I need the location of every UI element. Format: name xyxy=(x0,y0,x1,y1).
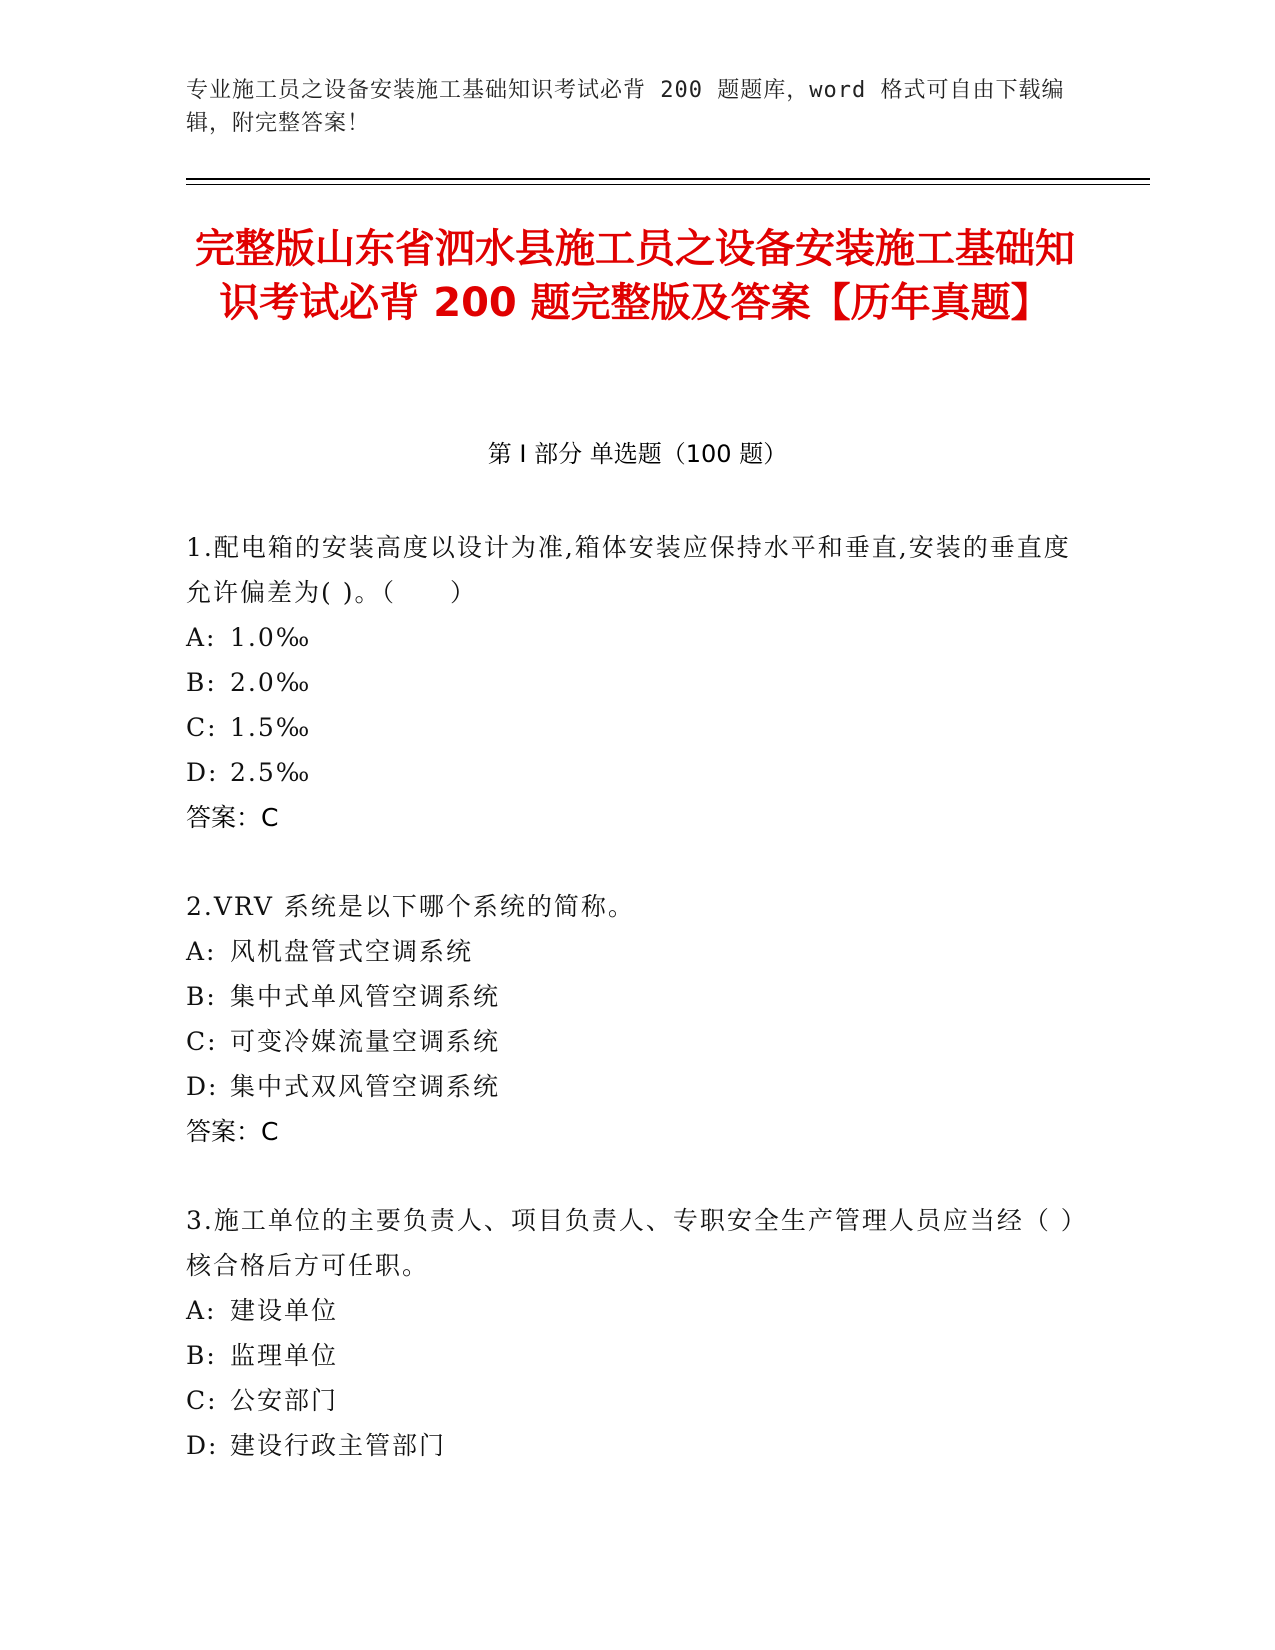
option-text: 风机盘管式空调系统 xyxy=(230,937,474,966)
option-text: 建设行政主管部门 xyxy=(230,1431,447,1460)
section-heading: 第 I 部分 单选题（100 题） xyxy=(487,440,788,468)
option-text: 1.0‰ xyxy=(230,623,312,652)
option-label: D: xyxy=(186,758,219,787)
option-text: 集中式单风管空调系统 xyxy=(230,982,501,1011)
option-c xyxy=(186,705,1086,750)
header-divider-thin xyxy=(186,184,1150,185)
option-text: 1.5‰ xyxy=(230,713,312,742)
header-divider-thick xyxy=(186,178,1150,180)
option-d xyxy=(186,1423,1086,1468)
question-2 xyxy=(186,884,1086,1154)
option-label: D: xyxy=(186,1431,219,1460)
option-a xyxy=(186,929,1086,974)
option-c xyxy=(186,1019,1086,1064)
document-title: 完整版山东省泗水县施工员之设备安装施工基础知识考试必背 200 题完整版及答案【历年真题】 xyxy=(195,226,1075,326)
option-text: 2.0‰ xyxy=(230,668,312,697)
option-label: C: xyxy=(186,713,218,742)
option-text: 建设单位 xyxy=(230,1296,339,1325)
option-text: 公安部门 xyxy=(230,1386,339,1415)
question-stem: 1.配电箱的安装高度以设计为准,箱体安装应保持水平和垂直,安装的垂直度允许偏差为( )。（ ） xyxy=(186,533,1071,607)
option-label: A: xyxy=(186,1296,217,1325)
option-label: B: xyxy=(186,982,217,1011)
option-label: C: xyxy=(186,1386,218,1415)
option-label: A: xyxy=(186,623,217,652)
question-stem: 2.VRV 系统是以下哪个系统的简称。 xyxy=(186,892,635,921)
option-label: C: xyxy=(186,1027,218,1056)
question-1 xyxy=(186,525,1086,840)
option-text: 监理单位 xyxy=(230,1341,339,1370)
option-a xyxy=(186,615,1086,660)
option-text: 集中式双风管空调系统 xyxy=(230,1072,501,1101)
option-text: 可变冷媒流量空调系统 xyxy=(230,1027,501,1056)
option-b xyxy=(186,1333,1086,1378)
header-note: 专业施工员之设备安装施工基础知识考试必背 200 题题库，word 格式可自由下载编辑，附完整答案！ xyxy=(186,78,1065,136)
option-label: A: xyxy=(186,937,217,966)
question-list xyxy=(186,525,1086,1512)
option-label: B: xyxy=(186,668,217,697)
option-d xyxy=(186,750,1086,795)
option-label: D: xyxy=(186,1072,219,1101)
option-a xyxy=(186,1288,1086,1333)
question-3 xyxy=(186,1198,1086,1468)
option-b xyxy=(186,974,1086,1019)
option-b xyxy=(186,660,1086,705)
question-stem: 3.施工单位的主要负责人、项目负责人、专职安全生产管理人员应当经（ ）核合格后方可任职。 xyxy=(186,1206,1076,1280)
option-text: 2.5‰ xyxy=(230,758,312,787)
option-c xyxy=(186,1378,1086,1423)
option-d xyxy=(186,1064,1086,1109)
answer-line: 答案：C xyxy=(186,803,279,832)
option-label: B: xyxy=(186,1341,217,1370)
answer-line: 答案：C xyxy=(186,1117,279,1146)
